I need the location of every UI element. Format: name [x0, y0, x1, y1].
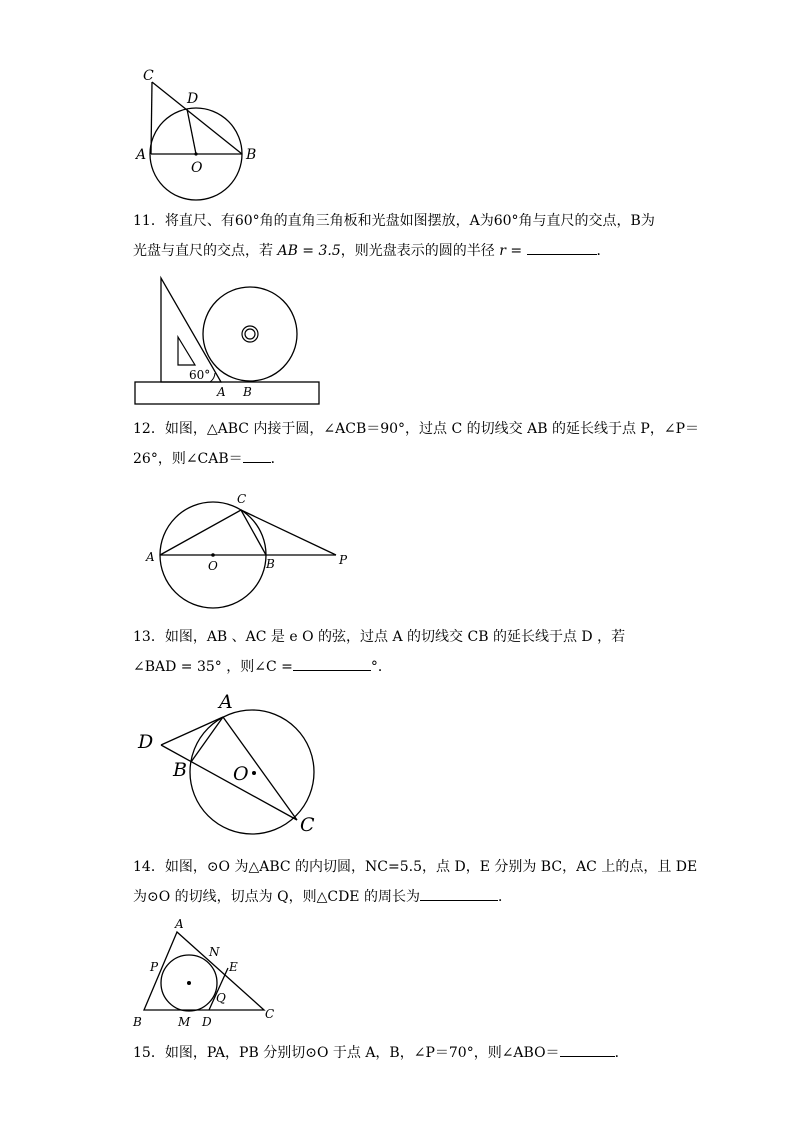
center-dot — [252, 771, 256, 775]
triangle-abc — [144, 932, 264, 1010]
disc — [203, 287, 297, 381]
q15-line1: 15．如图，PA，PB 分别切⊙O 于点 A，B，∠P＝70°，则∠ABO＝ ． — [133, 1038, 629, 1068]
label-c: C — [300, 814, 315, 836]
figure-q13 — [135, 690, 335, 840]
question-11 — [133, 206, 655, 266]
label-o: O — [191, 160, 203, 176]
label-q: Q — [216, 991, 226, 1005]
label-b: B — [243, 385, 252, 399]
label-a: A — [175, 917, 184, 931]
label-a: A — [219, 691, 233, 713]
label-d: D — [202, 1015, 212, 1029]
label-60: 60° — [189, 368, 211, 382]
q14-line1: 14．如图，⊙O 为△ABC 的内切圆，NC=5.5，点 D，E 分别为 BC，AC 上的点，且 DE — [133, 859, 698, 875]
label-c: C — [237, 492, 247, 506]
label-b: B — [266, 557, 275, 571]
answer-blank-q14[interactable] — [420, 886, 498, 901]
answer-blank-q12[interactable] — [243, 448, 271, 463]
label-o: O — [208, 559, 218, 573]
question-15 — [133, 1038, 629, 1068]
q11-line2: 光盘与直尺的交点，若 AB = 3.5，则光盘表示的圆的半径 r = ． — [133, 236, 655, 266]
figure-q11 — [133, 272, 323, 408]
question-14 — [133, 852, 697, 912]
label-a: A — [146, 550, 155, 564]
angle-arc — [210, 373, 215, 382]
label-o: O — [233, 763, 249, 785]
label-d: D — [138, 731, 154, 753]
q11-line1: 11．将直尺、有60°角的直角三角板和光盘如图摆放，A为60°角与直尺的交点，B为 — [133, 213, 655, 229]
q12-line2: 26°，则∠CAB＝ ． — [133, 444, 699, 474]
label-d: D — [187, 91, 199, 107]
label-p: P — [339, 553, 348, 567]
label-p: P — [150, 960, 159, 974]
label-b: B — [173, 759, 187, 781]
figure-q12 — [140, 490, 360, 614]
q12-line1: 12．如图，△ABC 内接于圆，∠ACB＝90°，过点 C 的切线交 AB 的延长线于点 P，∠P＝ — [133, 421, 699, 437]
label-c: C — [143, 68, 154, 84]
tangent-cp — [241, 510, 336, 555]
center-dot — [187, 981, 191, 985]
ruler — [135, 382, 319, 404]
circle-o — [190, 710, 314, 834]
label-e: E — [229, 960, 238, 974]
figure-q10 — [130, 62, 270, 204]
label-b: B — [246, 147, 257, 163]
q13-line2: ∠BAD = 35° ，则∠C = °． — [133, 652, 625, 682]
figure-q14 — [130, 918, 290, 1030]
q13-line1: 13．如图，AB 、AC 是 e O 的弦，过点 A 的切线交 CB 的延长线于点 D ，若 — [133, 629, 626, 645]
label-m: M — [178, 1015, 191, 1029]
answer-blank-q11[interactable] — [527, 240, 597, 255]
center-dot — [211, 553, 215, 557]
label-a: A — [136, 147, 147, 163]
set-square-inner — [178, 337, 195, 365]
center-dot — [194, 152, 197, 155]
label-b: B — [133, 1015, 142, 1029]
answer-blank-q15[interactable] — [560, 1042, 615, 1057]
label-c: C — [265, 1007, 275, 1021]
label-a: A — [217, 385, 226, 399]
label-n: N — [209, 945, 220, 959]
q14-line2: 为⊙O 的切线，切点为 Q，则△CDE 的周长为 ． — [133, 882, 697, 912]
question-13 — [133, 622, 625, 682]
answer-blank-q13[interactable] — [293, 656, 371, 671]
question-12 — [133, 414, 699, 474]
segment-dc — [161, 745, 297, 820]
